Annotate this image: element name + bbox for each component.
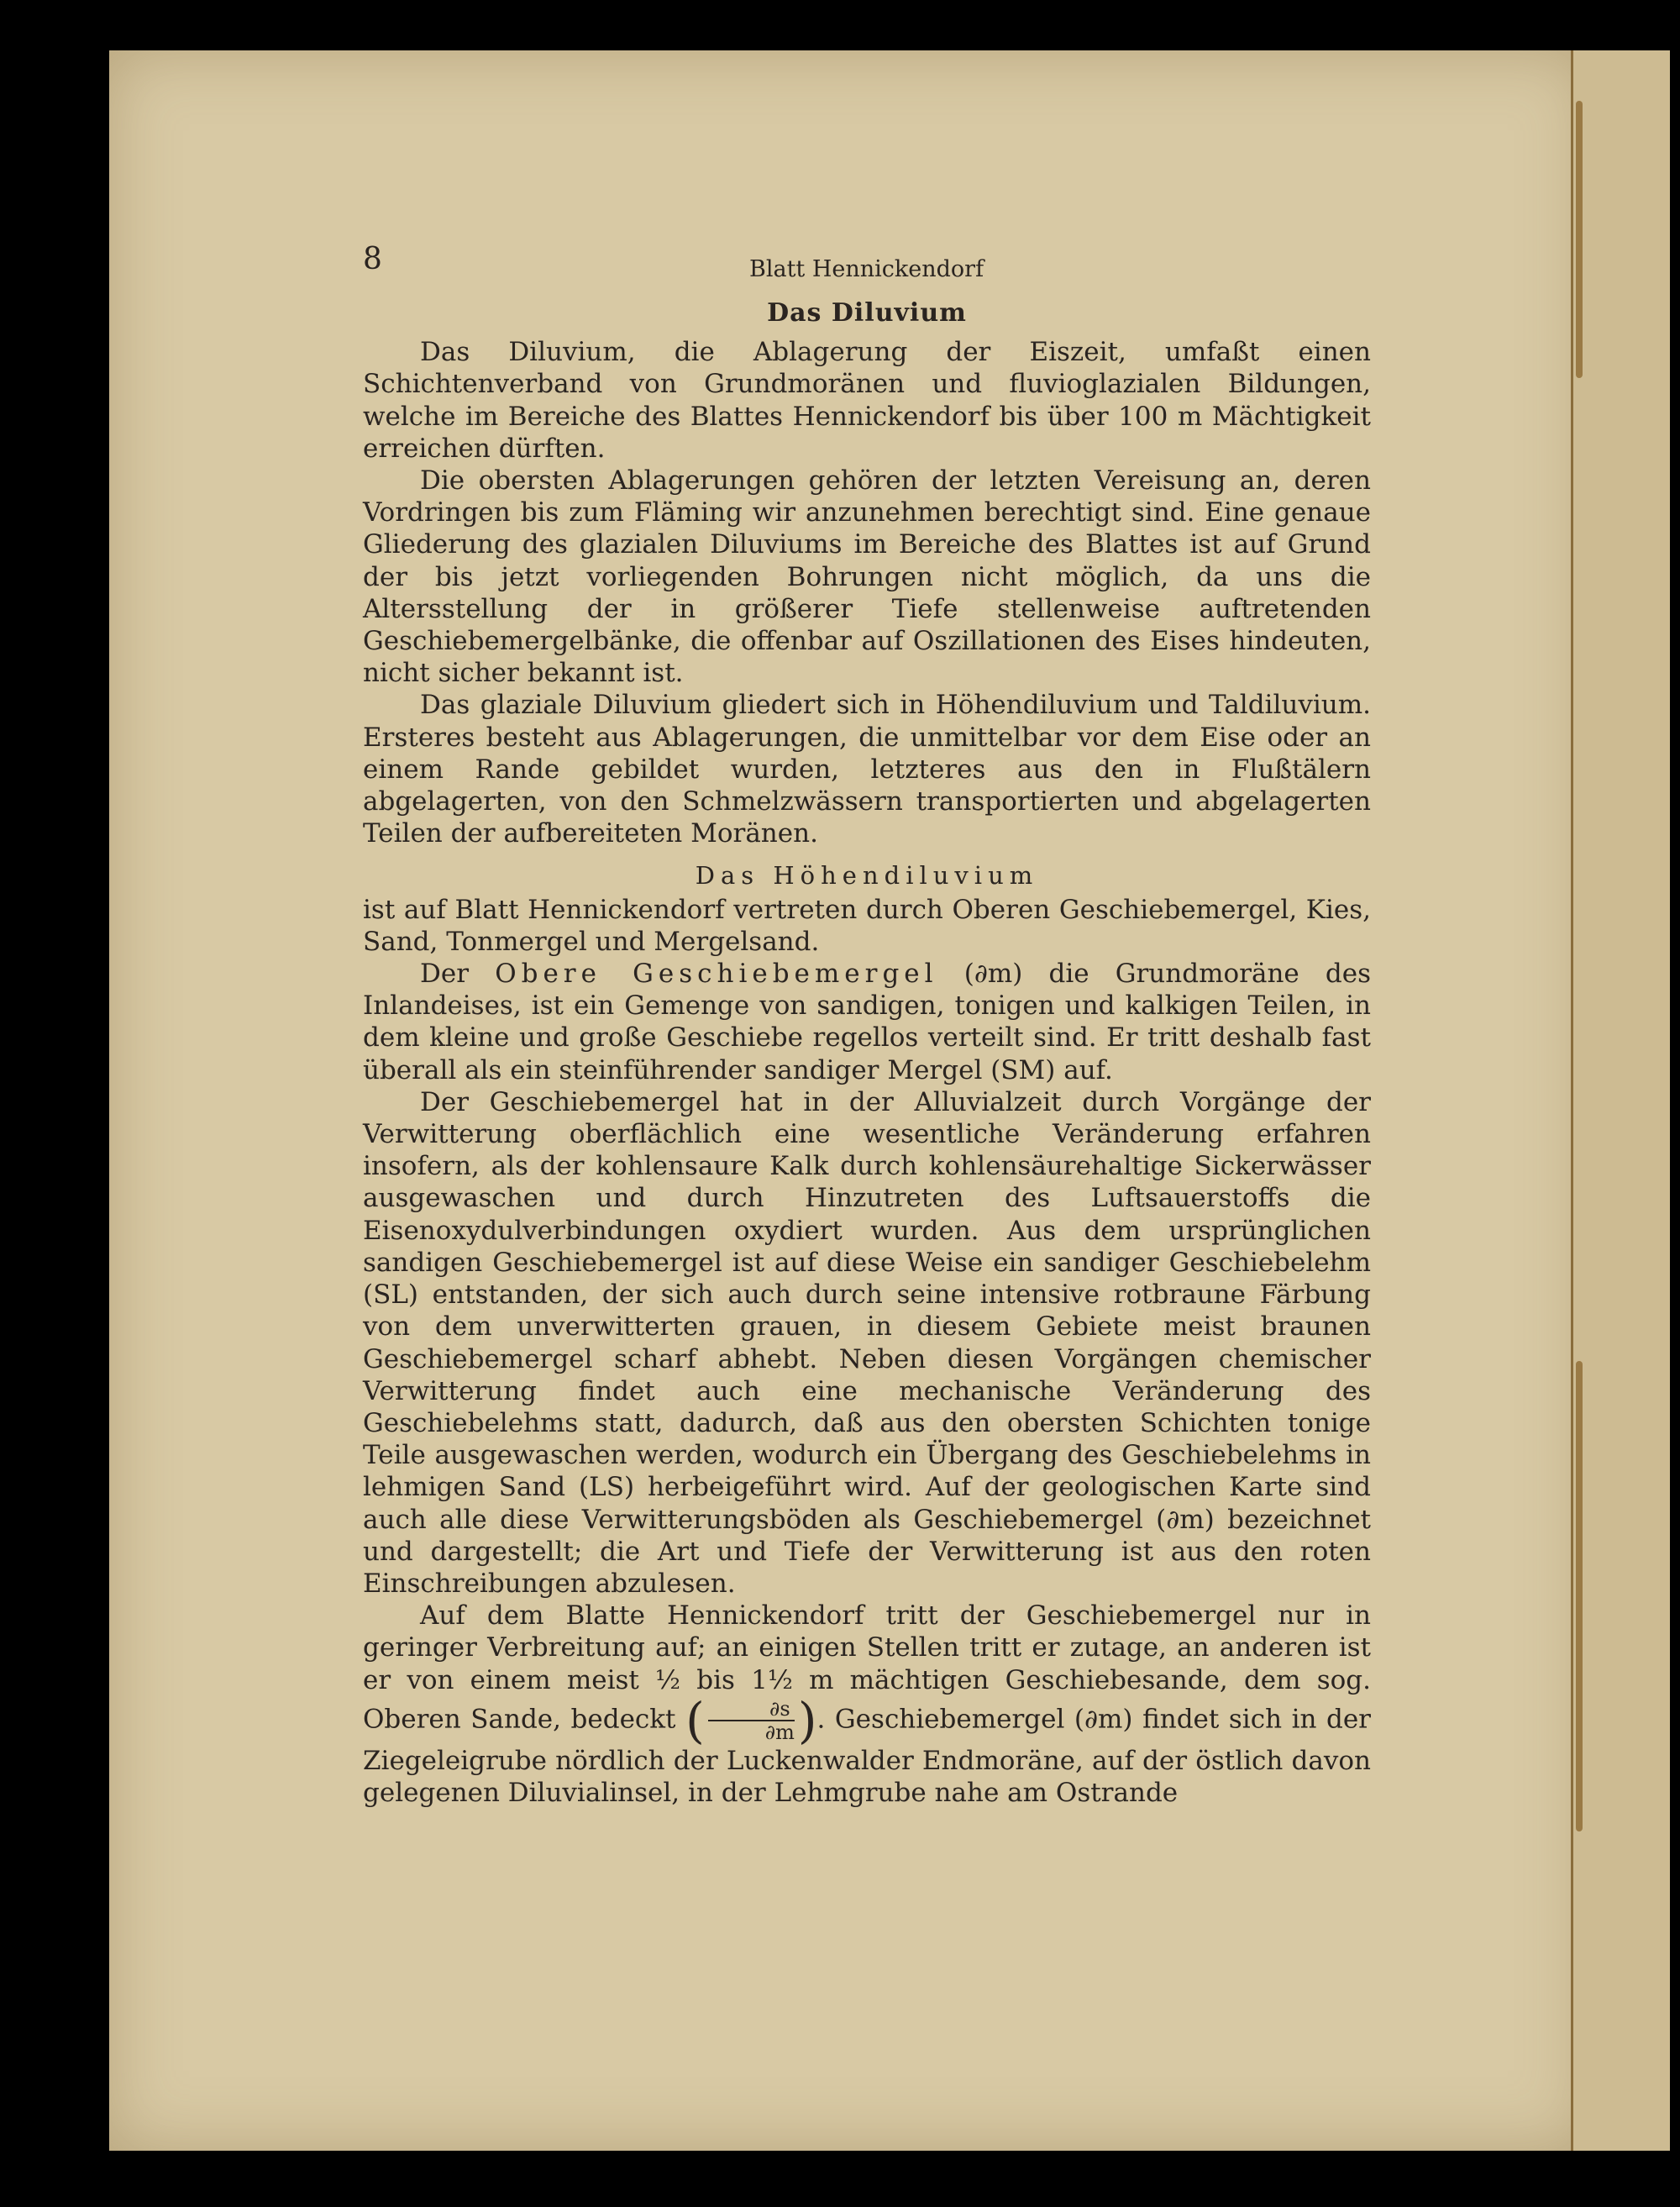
paragraph-part: Auf dem Blatte Hennickendorf tritt der Geschiebemergel nur in geringer Verbreitung auf; an einigen Stellen tritt er zutage, an anderen ist er von einem meist ½ bis 1½ m mächtigen Geschiebesande, dem sog. Oberen Sande, bedeckt xyxy=(363,1600,1371,1735)
paragraph: ist auf Blatt Hennickendorf vertreten durch Oberen Geschiebemergel, Kies, Sand, Tonmergel und Mergelsand. xyxy=(363,894,1371,957)
subsection-title: Das Höhendiluvium xyxy=(695,861,1039,891)
paragraph xyxy=(363,958,1371,1086)
running-title: Blatt Hennickendorf xyxy=(749,256,984,282)
paragraph-rest: (∂m) die Grundmoräne des Inlandeises, ist ein Gemenge von sandigen, tonigen und kalkigen Teilen, in dem kleine und große Geschiebe regellos verteilt sind. Er tritt deshalb fast überall als ein steinführender sandiger Mergel (SM) auf. xyxy=(363,959,1371,1085)
fraction-denominator: ∂m xyxy=(708,1720,795,1743)
facing-page-edge xyxy=(1571,50,1670,2151)
paragraph-part: . Geschiebemergel (∂m) findet sich in der Ziegeleigrube nördlich der Luckenwalder Endmoräne, auf der östlich davon gelegenen Diluvialinsel, in der Lehmgrube nahe am Ostrande xyxy=(363,1704,1372,1808)
section-title: Das Diluvium xyxy=(767,298,967,328)
paren-open: ( xyxy=(685,1691,705,1749)
binding-stitch xyxy=(1576,1361,1583,1831)
paragraph xyxy=(363,1600,1371,1809)
binding-stitch xyxy=(1576,101,1583,378)
page-header xyxy=(363,244,1371,286)
paragraph: Die obersten Ablagerungen gehören der letzten Vereisung an, deren Vordringen bis zum Fläming wir anzunehmen berechtigt sind. Eine genaue Gliederung des glazialen Diluviums im Bereiche des Blattes ist auf Grund der bis jetzt vorliegenden Bohrungen nicht möglich, da uns die Altersstellung der in größerer Tiefe stellenweise auftretenden Geschiebemergelbänke, die offenbar auf Oszillationen des Eises hindeuten, nicht sicher bekannt ist. xyxy=(363,465,1371,689)
page-content xyxy=(363,244,1371,1809)
fraction-numerator: ∂s xyxy=(769,1696,790,1721)
page-number: 8 xyxy=(363,242,382,276)
paren-close: ) xyxy=(797,1691,817,1749)
paragraph: Das Diluvium, die Ablagerung der Eiszeit, umfaßt einen Schichtenverband von Grundmoränen und fluvioglazialen Bildungen, welche im Bereiche des Blattes Hennickendorf bis über 100 m Mächtigkeit erreichen dürften. xyxy=(363,337,1371,464)
paragraph: Der Geschiebemergel hat in der Alluvialzeit durch Vorgänge der Verwitterung oberflächlich eine wesentliche Veränderung erfahren insofern, als der kohlensaure Kalk durch kohlensäurehaltige Sickerwässer ausgewaschen und durch Hinzutreten des Luftsauerstoffs die Eisenoxydulverbindungen oxydiert wurden. Aus dem ursprünglichen sandigen Geschiebemergel ist auf diese Weise ein sandiger Geschiebelehm (SL) entstanden, der sich auch durch seine intensive rotbraune Färbung von dem unverwitterten grauen, in diesem Gebiete meist braunen Geschiebemergel scharf abhebt. Neben diesen Vorgängen chemischer Verwitterung findet auch eine mechanische Veränderung des Geschiebelehms statt, dadurch, daß aus den obersten Schichten tonige Teile ausgewaschen werden, wodurch ein Übergang des Geschiebelehms in lehmigen Sand (LS) herbeigeführt wird. Auf der geologischen Karte sind auch alle diese Verwitterungsböden als Geschiebemergel (∂m) bezeichnet und dargestellt; die Art und Tiefe der Verwitterung ist aus den roten Einschreibungen abzulesen. xyxy=(363,1086,1371,1599)
spaced-term: Obere Geschiebemergel xyxy=(495,959,938,990)
paragraph: Das glaziale Diluvium gliedert sich in Höhendiluvium und Taldiluvium. Ersteres besteht aus Ablagerungen, die unmittelbar vor dem Eise oder an einem Rande gebildet wurden, letzteres aus den in Flußtälern abgelagerten, von den Schmelzwässern transportierten und abgelagerten Teilen der aufbereiteten Moränen. xyxy=(363,690,1371,849)
fraction xyxy=(708,1698,795,1743)
paragraph-lead: Der xyxy=(420,959,470,990)
